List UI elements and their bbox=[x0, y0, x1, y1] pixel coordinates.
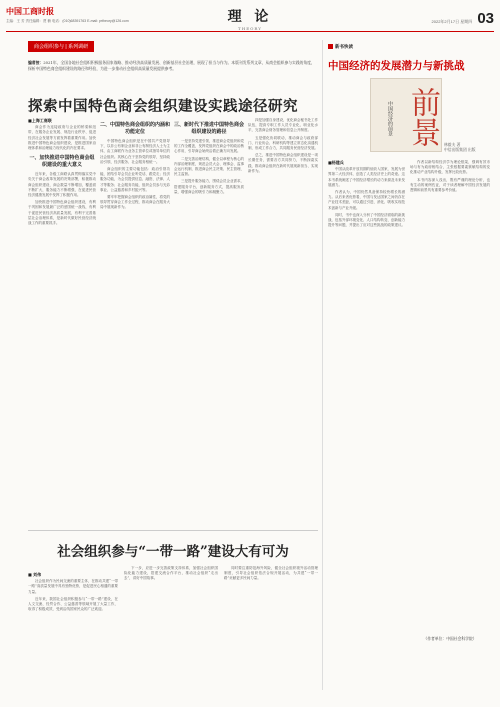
side-article-column-2 bbox=[410, 160, 490, 630]
editor-note-text: 2021年，全国各地社会组织积极服务国家战略、推动经济高质量发展、创新基层社会治理，展现了担当与作为。本版刊发系列文章，从商会组织参与实践的角度，探析中国特色商会组织建设的路径和经验，为进一步推动社会组织高质量发展提供参考。 bbox=[28, 60, 315, 71]
subheading: 二、中国特色商会组织的内涵和功能定位 bbox=[100, 122, 170, 135]
section-divider bbox=[28, 530, 318, 531]
paragraph: 加快推进中国特色商会组织建设，有利于巩固和发展最广泛的爱国统一战线，有利于促进民营经济高质量发展，有利于完善基层社会治理体系，是新时代做好民营经济统战工作的重要抓手。 bbox=[28, 200, 96, 226]
paragraph: 同时要注重防范海外风险，健全社会组织境外活动管理制度，引导社会组织依法合规开展活动，为共建“一带一路”贡献更多民间力量。 bbox=[224, 566, 318, 581]
book-author: 林毅夫 著 bbox=[444, 142, 461, 147]
paragraph: 商会组织的主要功能包括：政治引领功能，团结引导会员企业听党话、跟党走；经济服务功能，为会员提供信息、融资、法律、人才等服务；社会服务功能，组织会员参与光彩事业、公益慈善和乡村振兴等。 bbox=[100, 167, 170, 192]
paragraph: 五是强化协同联动，推动商会与政府部门、行业协会、科研机构等建立常态化沟通机制，形成工作合力，共同服务民营经济发展。 bbox=[248, 135, 318, 151]
paragraph: 中国从改革开放初期的低收入国家，发展为世界第二大经济体，创造了人类经济史上的奇迹。这本书系统阐述了中国经济增长的动力来源及未来发展潜力。 bbox=[328, 167, 405, 187]
side-article-reviewer: ■杨建兵 bbox=[328, 160, 344, 165]
side-article-column-1 bbox=[328, 160, 405, 630]
paragraph: 近年来，我国社会组织积极参与“一带一路”建设，在人文交流、经贸合作、公益慈善等领域开展了大量工作，取得了积极成效，受到沿线国家民众的广泛欢迎。 bbox=[28, 596, 118, 612]
subheading: 三、新时代下推进中国特色商会组织建设的路径 bbox=[174, 122, 244, 135]
side-section-label: 新书快读 bbox=[335, 44, 353, 49]
paragraph: 同时，书中也深入分析了中国经济面临的新挑战，包括外部环境变化、人口结构转变、创新能力提升等问题，并提出了应对这些挑战的政策建议。 bbox=[328, 212, 405, 228]
masthead-right bbox=[432, 8, 494, 27]
paragraph: 商会作为连接政府与企业的桥梁和纽带，在服务企业发展、规范行业秩序、促进经济社会发展等方面发挥着重要作用。加快推进中国特色商会组织建设，是推进国家治理体系和治理能力现代化的内在要求。 bbox=[28, 125, 96, 151]
main-article-column-2 bbox=[100, 118, 170, 518]
bottom-article-byline: ■ 刘伟 bbox=[28, 572, 42, 577]
bottom-article-column-3 bbox=[224, 566, 318, 697]
issue-date: 2022年2月17日 星期四 bbox=[431, 19, 473, 24]
editor-note bbox=[28, 60, 318, 71]
bottom-article-column-1 bbox=[28, 572, 118, 697]
main-headline: 探索中国特色商会组织建设实践途径研究 bbox=[28, 98, 298, 115]
column-tag: 商会组织参与 | 系列调研 bbox=[28, 41, 94, 52]
masthead-rule bbox=[6, 31, 494, 32]
paragraph: 二是完善治理结构，健全以章程为核心的内部治理制度，规范会员大会、理事会、监事会运行机制，推进商会民主决策、民主管理、民主监督。 bbox=[174, 156, 244, 177]
paragraph: 本书内容深入浅出，既有严谨的理论分析，也有生动的案例佐证，对于读者理解中国经济发展的逻辑和前景具有重要参考价值。 bbox=[410, 177, 490, 193]
subheading: 一、加快推进中国特色商会组织建设的重大意义 bbox=[29, 155, 95, 168]
masthead-left bbox=[6, 6, 156, 24]
paragraph: 四是加强自身建设，优化商会秘书处工作队伍，提高专职工作人员专业化、职业化水平，完善商会财务管理和信息公开制度。 bbox=[248, 118, 318, 133]
book-cover-image bbox=[370, 78, 442, 152]
main-article-column-3 bbox=[174, 118, 244, 518]
paragraph: 作者以新结构经济学为理论框架，强调有效市场与有为政府相结合，主张根据要素禀赋结构的变化推动产业结构升级，发挥比较优势。 bbox=[410, 160, 490, 175]
section-name-en: THEORY bbox=[238, 26, 262, 31]
paragraph: 三是提升服务能力，围绕会员企业需求，搭建服务平台，创新服务方式，提高服务质量，增强商会的吸引力和凝聚力。 bbox=[174, 179, 244, 194]
main-article-byline: ■上海工商联 bbox=[28, 118, 52, 123]
paragraph: 总之，推进中国特色商会组织建设是一项长期任务，需要各方共同努力，不断探索实践，推动商会组织在新时代展现新担当、实现新作为。 bbox=[248, 153, 318, 173]
section-name: 理 论 bbox=[227, 9, 273, 25]
paper-info: 主编：王 芳 责任编辑：贾 楠 电话：(010)68391763 E-mail: prtheory@126.com bbox=[6, 19, 129, 23]
side-section-tag bbox=[328, 44, 353, 50]
paragraph: 近年来，各级工商联认真贯彻落实党中央关于商会改革发展的决策部署，积极推动商会组织建设，商会数量不断增加，覆盖面不断扩大，服务能力不断增强，在促进民营经济健康发展中发挥了积极作用。 bbox=[28, 172, 96, 198]
book-byline bbox=[444, 142, 476, 152]
bottom-headline: 社会组织参与“一带一路”建设大有可为 bbox=[57, 544, 289, 560]
book-publisher: 中信出版集团 出版 bbox=[444, 147, 476, 152]
square-icon bbox=[328, 44, 333, 49]
page-number: 03 bbox=[477, 10, 494, 27]
bottom-article-column-2 bbox=[124, 566, 218, 697]
main-article-column-4 bbox=[248, 118, 318, 518]
paragraph: 要牢牢把握商会组织的政治属性，将党的领导贯穿商会工作全过程，推动商会在服务大局中展现新作为。 bbox=[100, 195, 170, 210]
editor-note-label: 编者按： bbox=[28, 60, 44, 65]
book-cover-subtitle: 中国经济的前景 bbox=[387, 101, 393, 136]
section-title bbox=[200, 6, 300, 31]
paragraph: 作者认为，中国仍然具备保持较快增长的潜力。从后来者优势看，中国与发达国家之间仍存在产业技术差距，可以通过引进、消化、吸收实现技术创新与产业升级。 bbox=[328, 190, 405, 210]
paper-name: 中国工商时报 bbox=[6, 7, 54, 16]
paragraph: 一是坚持党建引领，推进商会党组织和党的工作全覆盖，发挥党组织在商会中的政治核心作用，引导商会始终沿着正确方向发展。 bbox=[174, 139, 244, 154]
paragraph: 中国特色商会组织是在中国共产党领导下，以非公有制企业和非公有制经济人士为主体，由工商联作为业务主管单位或指导单位的社会组织。其核心在于坚持党的领导，坚持政治引领、经济服务、社会服务相统一。 bbox=[100, 139, 170, 164]
paragraph: 社会组织作为民间交流的重要主体，在推动共建“一带一路”高质量发展中具有独特优势，是促进民心相通的重要力量。 bbox=[28, 579, 118, 594]
main-article-column-1 bbox=[28, 118, 96, 518]
side-headline: 中国经济的发展潜力与新挑战 bbox=[328, 60, 465, 72]
book-cover-title: 前景 bbox=[405, 87, 440, 147]
side-article-footer: （作者单位：中国社会科学院） bbox=[423, 636, 477, 641]
paragraph: 下一步，应进一步完善政策支持体系，加强社会组织国际化能力建设，搭建交流合作平台，推动社会组织“走出去”，讲好中国故事。 bbox=[124, 566, 218, 581]
column-divider bbox=[322, 40, 323, 690]
